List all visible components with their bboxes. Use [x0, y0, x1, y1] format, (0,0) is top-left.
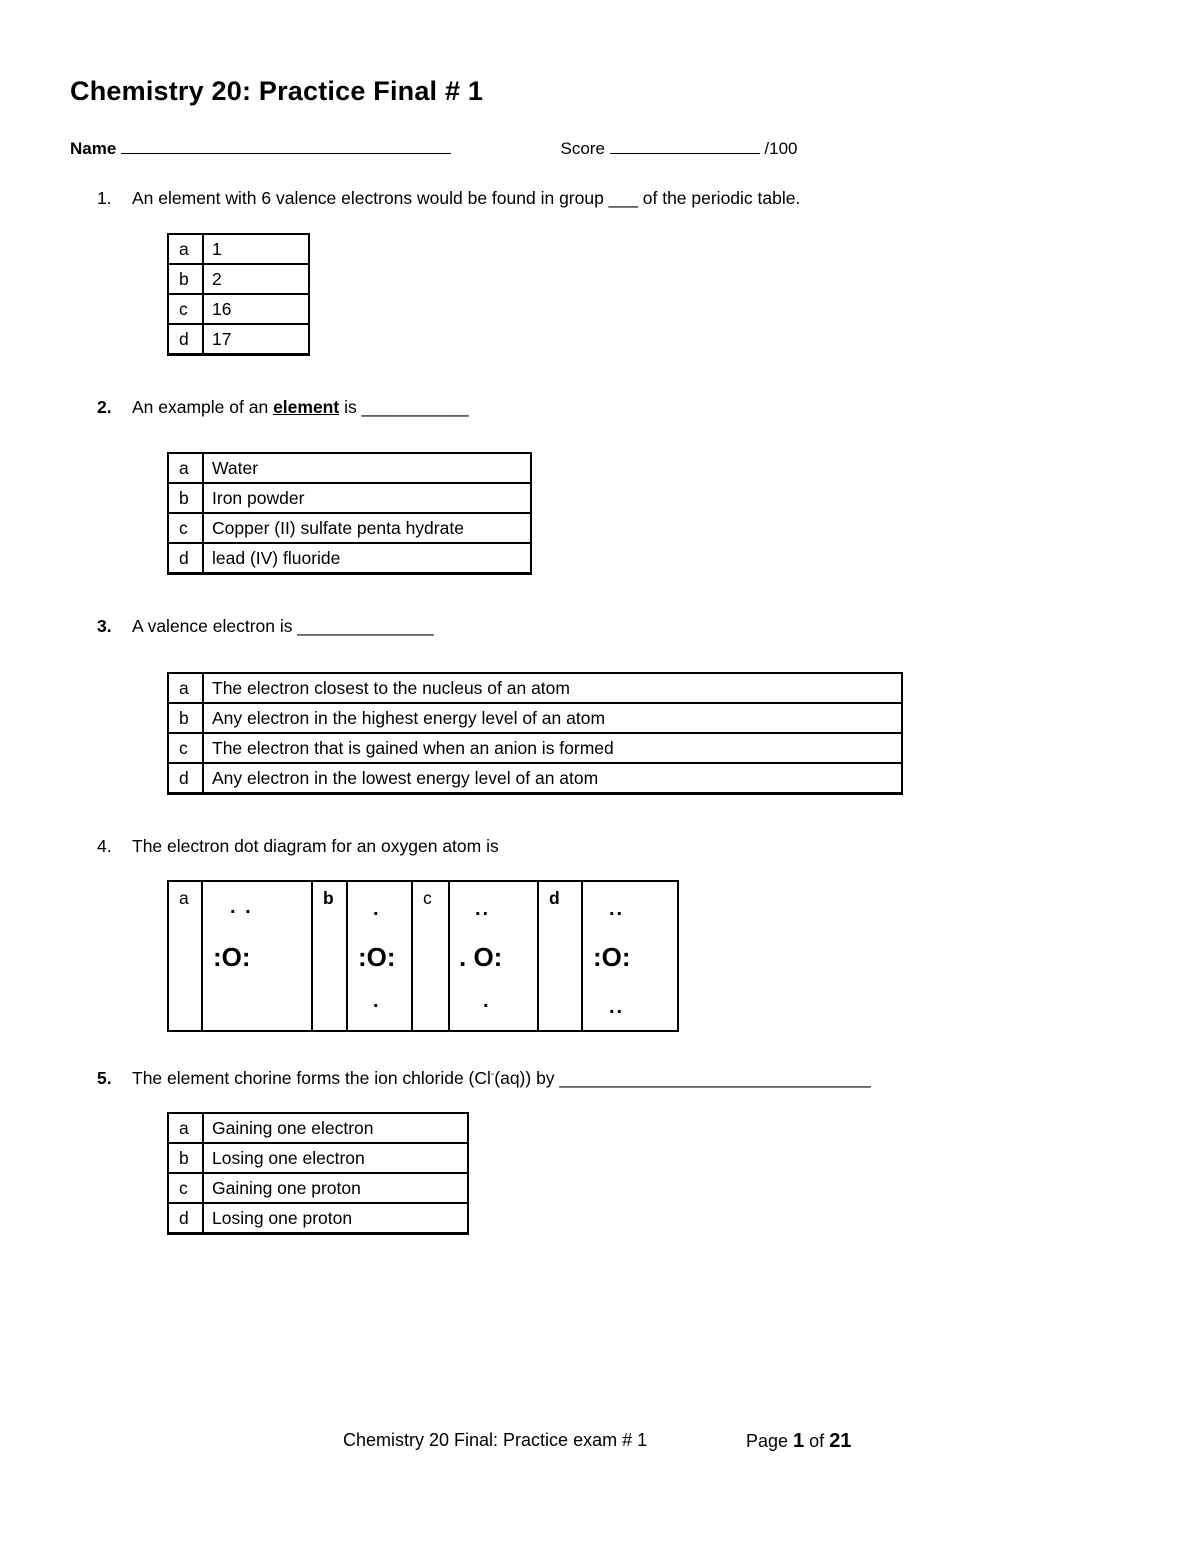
option-text: Gaining one proton [203, 1173, 468, 1203]
dot-diagram-a [202, 881, 312, 1031]
question-number: 2. [97, 397, 112, 417]
option-text: Any electron in the lowest energy level of an atom [203, 763, 902, 794]
option-letter: c [168, 1173, 203, 1203]
dots-bottom: . [373, 990, 381, 1012]
option-letter: d [549, 888, 560, 908]
oxygen-symbol: :O: [358, 942, 396, 972]
option-text: Losing one proton [203, 1203, 468, 1234]
option-row[interactable] [168, 1113, 468, 1143]
question-text: An element with 6 valence electrons would be found in group ___ of the periodic table. [132, 188, 801, 208]
option-text: 16 [203, 294, 309, 324]
option-text: Any electron in the highest energy level of an atom [203, 703, 902, 733]
dots-top: . . [230, 896, 253, 918]
option-text: Iron powder [203, 483, 531, 513]
option-text: The electron closest to the nucleus of an atom [203, 673, 902, 703]
dots-bottom: . [483, 990, 491, 1012]
option-letter: d [168, 1203, 203, 1234]
score-label: Score [560, 139, 605, 158]
dot-diagram-b [347, 881, 412, 1031]
option-row[interactable] [168, 1143, 468, 1173]
name-field[interactable] [121, 139, 451, 154]
option-letter: c [168, 513, 203, 543]
score-field[interactable] [610, 139, 760, 154]
option-row[interactable] [168, 483, 531, 513]
option-d-cell[interactable] [538, 881, 582, 1031]
dots-bottom: .. [609, 996, 625, 1018]
option-letter: a [168, 673, 203, 703]
option-text: Gaining one electron [203, 1113, 468, 1143]
option-letter: b [168, 703, 203, 733]
oxygen-symbol: :O: [593, 942, 631, 972]
option-letter: c [168, 733, 203, 763]
option-row[interactable] [168, 1173, 468, 1203]
question-number: 3. [97, 616, 112, 636]
page-number: 1 [793, 1430, 805, 1452]
emphasized-word: element [273, 397, 340, 417]
oxygen-symbol: :O: [213, 942, 251, 972]
option-row[interactable] [168, 703, 902, 733]
option-a-cell[interactable] [168, 881, 202, 1031]
option-row[interactable] [168, 453, 531, 483]
question-text: The element chorine forms the ion chloride (Cl-(aq)) by ________________________________ [132, 1068, 871, 1088]
page-title: Chemistry 20: Practice Final # 1 [70, 76, 484, 106]
option-text: lead (IV) fluoride [203, 543, 531, 574]
option-row[interactable] [168, 543, 531, 574]
options-table-q5 [167, 1112, 469, 1235]
option-letter: a [179, 888, 189, 908]
option-row[interactable] [168, 673, 902, 703]
option-text: Water [203, 453, 531, 483]
question-number: 1. [97, 188, 112, 208]
option-letter: b [323, 888, 334, 908]
option-row[interactable] [168, 234, 309, 264]
options-table-q2 [167, 452, 532, 575]
option-row[interactable] [168, 763, 902, 794]
oxygen-symbol: . O: [459, 942, 503, 972]
option-letter: d [168, 763, 203, 794]
dot-diagram-d [582, 881, 678, 1031]
option-row[interactable] [168, 264, 309, 294]
option-letter: a [168, 234, 203, 264]
option-row[interactable] [168, 733, 902, 763]
page-total: 21 [829, 1430, 852, 1452]
option-row[interactable] [168, 324, 309, 355]
charge-superscript: - [490, 1069, 495, 1081]
page-indicator: Page 1 of 21 [746, 1430, 852, 1452]
dots-top: . [373, 898, 381, 920]
name-score-line [70, 139, 798, 159]
option-letter: b [168, 264, 203, 294]
name-label: Name [70, 139, 117, 158]
question-text: A valence electron is ______________ [132, 616, 434, 636]
question-text: The electron dot diagram for an oxygen atom is [132, 836, 499, 856]
dot-diagram-c [449, 881, 538, 1031]
option-letter: b [168, 1143, 203, 1173]
option-letter: c [168, 294, 203, 324]
question-number: 5. [97, 1068, 112, 1088]
score-total: /100 [764, 139, 798, 158]
option-text: 17 [203, 324, 309, 355]
dots-top: .. [609, 898, 625, 920]
option-text: Copper (II) sulfate penta hydrate [203, 513, 531, 543]
option-text: Losing one electron [203, 1143, 468, 1173]
option-letter: d [168, 324, 203, 355]
option-row[interactable] [168, 294, 309, 324]
option-letter: a [168, 453, 203, 483]
option-row[interactable] [168, 513, 531, 543]
option-text: The electron that is gained when an anion is formed [203, 733, 902, 763]
options-table-q1 [167, 233, 310, 356]
dots-top: .. [475, 898, 491, 920]
option-b-cell[interactable] [312, 881, 347, 1031]
question-number: 4. [97, 836, 112, 856]
dot-diagram-table [167, 880, 679, 1032]
option-letter: b [168, 483, 203, 513]
option-c-cell[interactable] [412, 881, 449, 1031]
option-letter: a [168, 1113, 203, 1143]
option-row[interactable] [168, 1203, 468, 1234]
options-table-q3 [167, 672, 903, 795]
option-letter: c [423, 888, 432, 908]
option-text: 2 [203, 264, 309, 294]
footer-title: Chemistry 20 Final: Practice exam # 1 [343, 1430, 648, 1450]
option-text: 1 [203, 234, 309, 264]
question-text: An example of an element is ___________ [132, 397, 469, 417]
option-letter: d [168, 543, 203, 574]
